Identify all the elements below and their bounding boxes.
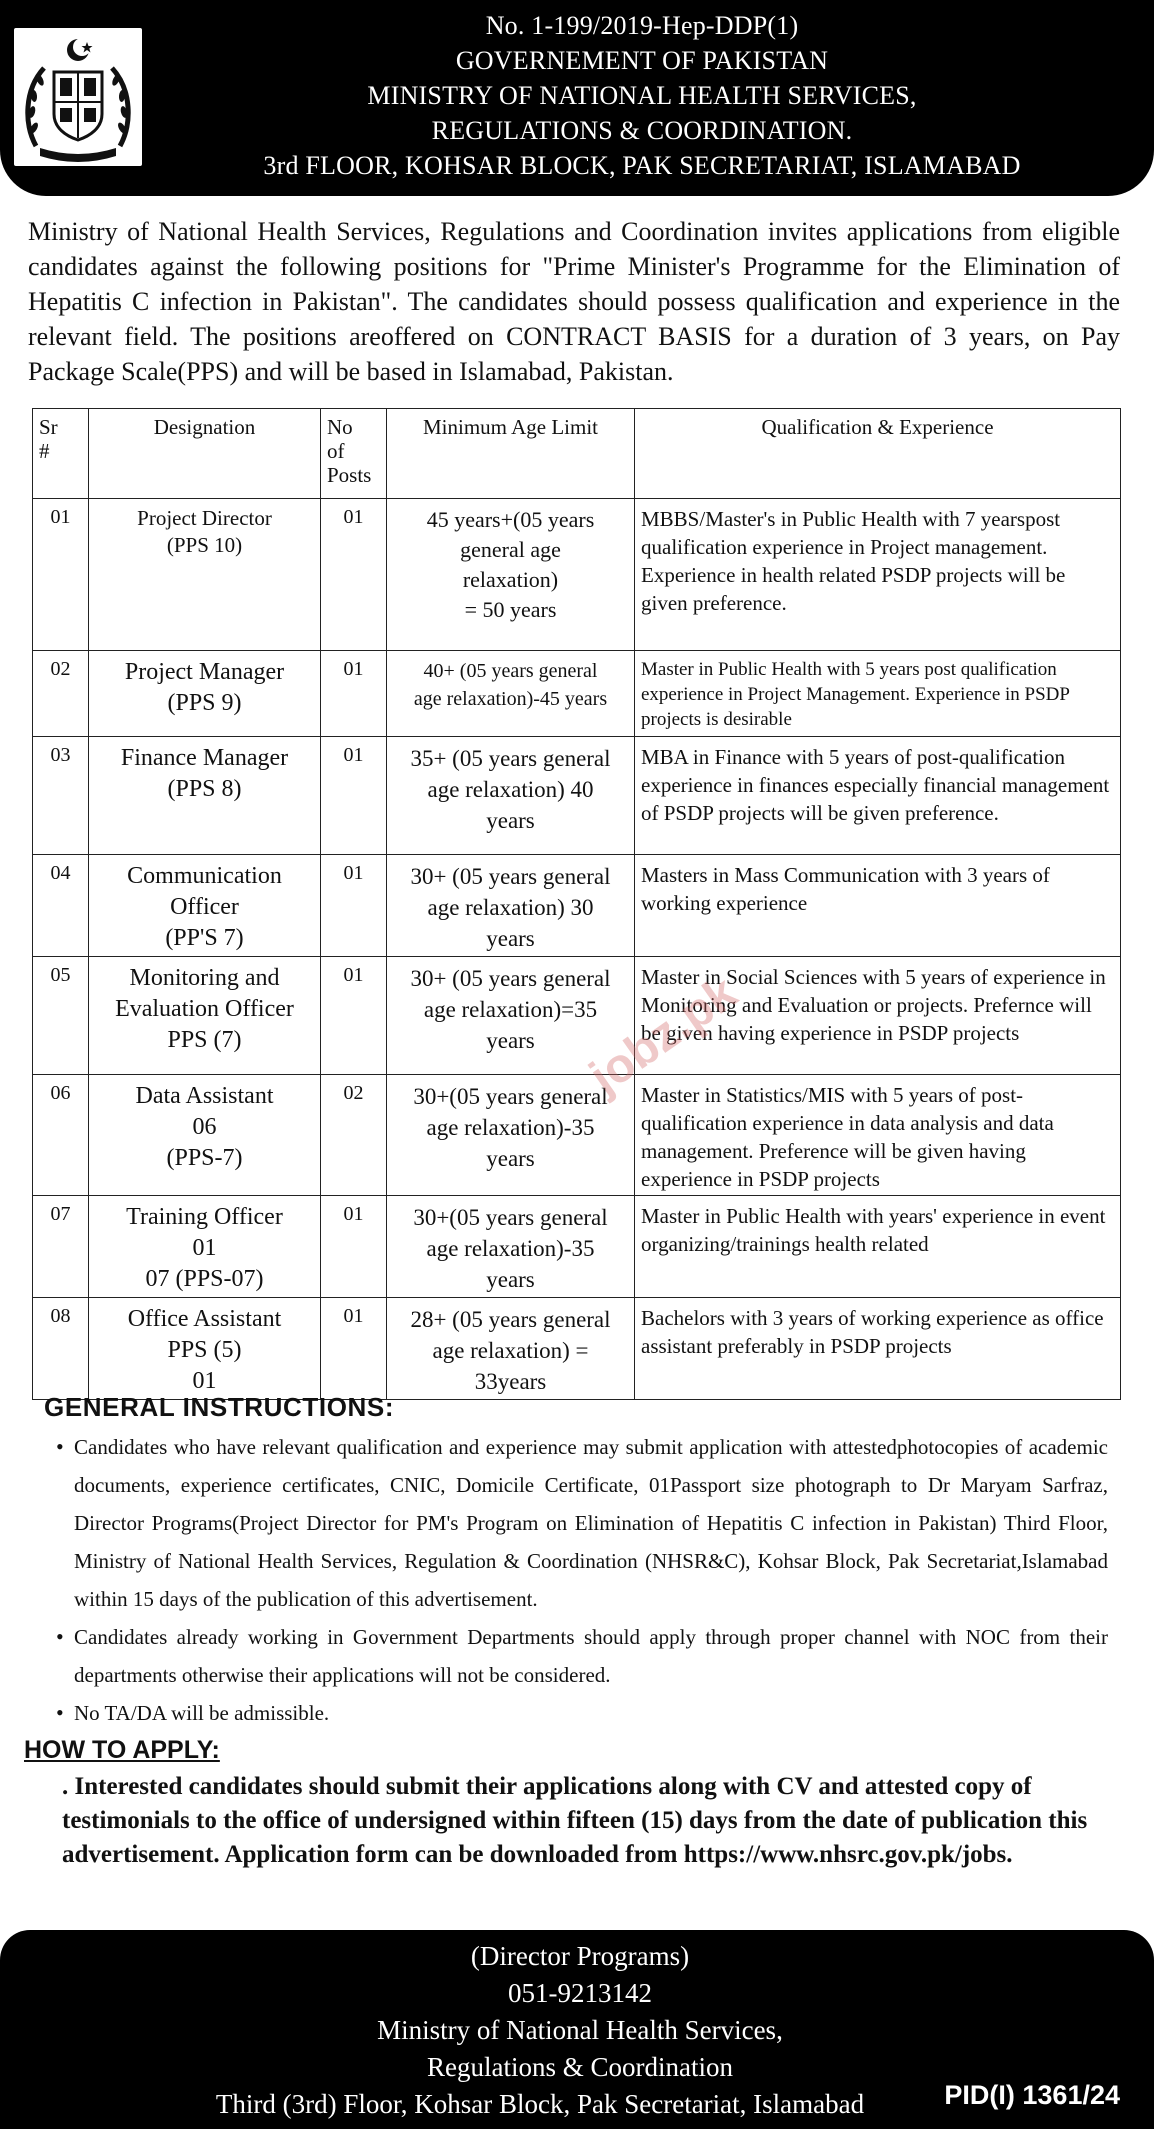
table-row: [33, 651, 1121, 737]
positions-table: [32, 408, 1121, 1400]
cell-qualification: Master in Public Health with years' experience in event organizing/trainings health related: [635, 1196, 1121, 1298]
watermark: jobz.pk: [580, 965, 747, 1105]
table-row: [33, 957, 1121, 1075]
table-row: [33, 1196, 1121, 1298]
government-title: GOVERNEMENT OF PAKISTAN: [455, 46, 829, 75]
table-row: [33, 1298, 1121, 1400]
cell-sr: 04: [33, 855, 89, 957]
header-band: [0, 0, 1154, 196]
footer-band: [0, 1930, 1154, 2129]
cell-posts: 01: [321, 651, 387, 737]
general-instructions-list: [44, 1428, 1108, 1732]
cell-sr: 05: [33, 957, 89, 1075]
how-to-apply-title: HOW TO APPLY:: [24, 1736, 220, 1764]
how-to-apply-text: . Interested candidates should submit their applications along with CV and attested copy of testimonials to the office of undersigned within fifteen (15) days from the date of publication this advertisement. Application form can be downloaded from https://www.nhsrc.gov.pk/jobs.: [62, 1773, 1088, 1868]
footer-text: [180, 1938, 980, 2123]
cell-sr: 02: [33, 651, 89, 737]
header-age: Minimum Age Limit: [387, 409, 635, 499]
reference-number: No. 1-199/2019-Hep-DDP(1): [485, 11, 799, 40]
cell-posts: 01: [321, 855, 387, 957]
general-instructions-title: GENERAL INSTRUCTIONS:: [44, 1392, 395, 1422]
cell-posts: 01: [321, 957, 387, 1075]
cell-qualification: Bachelors with 3 years of working experience as office assistant preferably in PSDP projects: [635, 1298, 1121, 1400]
table-row: [33, 1075, 1121, 1196]
cell-age: 30+ (05 years general age relaxation)=35 years: [387, 957, 635, 1075]
intro-paragraph: Ministry of National Health Services, Regulations and Coordination invites applications from eligible candidates against the following positions for "Prime Minister's Programme for the Elimination of Hepatitis C infection in Pakistan". The candidates should possess qualification and experience in the relevant field. The positions areoffered on CONTRACT BASIS for a duration of 3 years, on Pay Package Scale(PPS) and will be based in Islamabad, Pakistan.: [28, 217, 1120, 386]
cell-sr: 08: [33, 1298, 89, 1400]
cell-sr: 01: [33, 499, 89, 651]
cell-qualification: MBA in Finance with 5 years of post-qualification experience in finances especially financial management of PSDP projects will be given preference.: [635, 737, 1121, 855]
cell-sr: 03: [33, 737, 89, 855]
cell-age: 30+(05 years general age relaxation)-35 years: [387, 1075, 635, 1196]
cell-designation: Monitoring and Evaluation Officer PPS (7): [89, 957, 321, 1075]
contact-phone: 051-9213142: [508, 1978, 652, 2008]
header-text: [150, 8, 1134, 183]
cell-posts: 01: [321, 737, 387, 855]
table-row: [33, 855, 1121, 957]
list-item: • Candidates already working in Government Departments should apply through proper channel with NOC from their departments otherwise their applications will not be considered.: [44, 1618, 1108, 1694]
cell-age: 28+ (05 years general age relaxation) = 33years: [387, 1298, 635, 1400]
list-item: • Candidates who have relevant qualification and experience may submit application with attestedphotocopies of academic documents, experience certificates, CNIC, Domicile Certificate, 01Passport size photograph to Dr Maryam Sarfraz, Director Programs(Project Director for PM's Program on Elimination of Hepatitis C infection in Pakistan) Third Floor, Ministry of National Health Services, Regulation & Coordination (NHSR&C), Kohsar Block, Pak Secretariat,Islamabad within 15 days of the publication of this advertisement.: [44, 1428, 1108, 1618]
footer-address: Third (3rd) Floor, Kohsar Block, Pak Secretariat, Islamabad: [215, 2089, 865, 2119]
table-row: [33, 737, 1121, 855]
cell-designation: Data Assistant 06 (PPS-7): [89, 1075, 321, 1196]
header-sr: Sr #: [33, 409, 89, 499]
cell-designation: Project Manager (PPS 9): [89, 651, 321, 737]
cell-designation: Communication Officer (PP'S 7): [89, 855, 321, 957]
cell-qualification: MBBS/Master's in Public Health with 7 yearspost qualification experience in Project management. Experience in health related PSDP projects will be given preference.: [635, 499, 1121, 651]
cell-age: 40+ (05 years general age relaxation)-45 years: [387, 651, 635, 737]
cell-qualification: Masters in Mass Communication with 3 years of working experience: [635, 855, 1121, 957]
cell-designation: Project Director (PPS 10): [89, 499, 321, 651]
table-header-row: [33, 409, 1121, 499]
ministry-subtitle: REGULATIONS & COORDINATION.: [431, 116, 853, 145]
cell-posts: 02: [321, 1075, 387, 1196]
cell-age: 30+ (05 years general age relaxation) 30 years: [387, 855, 635, 957]
cell-age: 45 years+(05 years general age relaxation) = 50 years: [387, 499, 635, 651]
cell-qualification: Master in Social Sciences with 5 years of experience in Monitoring and Evaluation or projects. Prefernce will be given having experience in PSDP projects: [635, 957, 1121, 1075]
cell-designation: Office Assistant PPS (5) 01: [89, 1298, 321, 1400]
cell-sr: 07: [33, 1196, 89, 1298]
cell-designation: Finance Manager (PPS 8): [89, 737, 321, 855]
footer-ministry: Ministry of National Health Services,: [377, 2015, 783, 2045]
cell-qualification: Master in Public Health with 5 years post qualification experience in Project Management. Experience in PSDP projects is desirable: [635, 651, 1121, 737]
header-posts: No of Posts: [321, 409, 387, 499]
pid-number: PID(I) 1361/24: [944, 2080, 1120, 2110]
footer-ministry-subtitle: Regulations & Coordination: [427, 2052, 733, 2082]
ministry-address: 3rd FLOOR, KOHSAR BLOCK, PAK SECRETARIAT, ISLAMABAD: [263, 151, 1021, 180]
cell-posts: 01: [321, 1298, 387, 1400]
cell-age: 30+(05 years general age relaxation)-35 years: [387, 1196, 635, 1298]
cell-qualification: Master in Statistics/MIS with 5 years of post-qualification experience in data analysis and data management. Preference will be given having experience in PSDP projects: [635, 1075, 1121, 1196]
pakistan-emblem-icon: [14, 28, 142, 166]
header-qualification: Qualification & Experience: [635, 409, 1121, 499]
signatory-title: (Director Programs): [470, 1941, 690, 1971]
cell-age: 35+ (05 years general age relaxation) 40 years: [387, 737, 635, 855]
cell-posts: 01: [321, 499, 387, 651]
table-row: [33, 499, 1121, 651]
header-designation: Designation: [89, 409, 321, 499]
cell-posts: 01: [321, 1196, 387, 1298]
ministry-title: MINISTRY OF NATIONAL HEALTH SERVICES,: [367, 81, 917, 110]
cell-designation: Training Officer 01 07 (PPS-07): [89, 1196, 321, 1298]
list-item: • No TA/DA will be admissible.: [44, 1694, 1108, 1732]
cell-sr: 06: [33, 1075, 89, 1196]
